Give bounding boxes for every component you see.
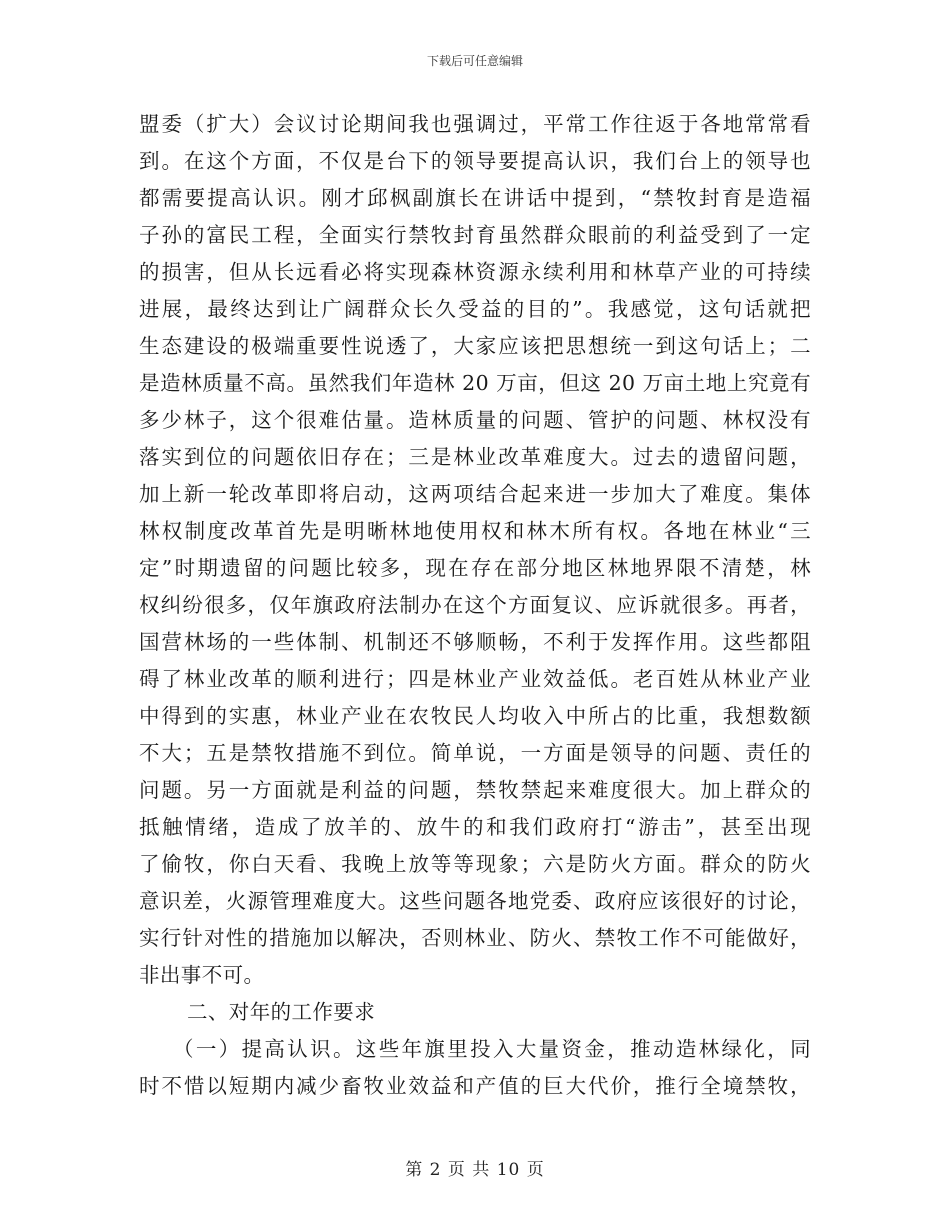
document-body [139, 106, 811, 1105]
paragraph-line: 盟委（扩大）会议讨论期间我也强调过，平常工作往返于各地常常看 [139, 112, 811, 136]
paragraph-line: 生态建设的极端重要性说透了，大家应该把思想统一到这句话上；二 [139, 334, 811, 358]
paragraph-line: 都需要提高认识。刚才邱枫副旗长在讲话中提到，“禁牧封育是造福 [139, 186, 811, 210]
paragraph-line: 国营林场的一些体制、机制还不够顺畅，不利于发挥作用。这些都阻 [139, 630, 811, 654]
paragraph-line: 定”时期遗留的问题比较多，现在存在部分地区林地界限不清楚，林 [139, 556, 811, 580]
paragraph-line: 实行针对性的措施加以解决，否则林业、防火、禁牧工作不可能做好， [139, 926, 811, 950]
paragraph-line: 抵触情绪，造成了放羊的、放牛的和我们政府打“游击”，甚至出现 [139, 815, 811, 839]
page-number-footer: 第 2 页 共 10 页 [405, 1160, 545, 1180]
paragraph-line: 碍了林业改革的顺利进行；四是林业产业效益低。老百姓从林业产业 [139, 667, 811, 691]
section-heading: 二、对年的工作要求 [187, 1000, 376, 1024]
paragraph-line: 了偷牧，你白天看、我晚上放等等现象；六是防火方面。群众的防火 [139, 852, 811, 876]
paragraph-line: 加上新一轮改革即将启动，这两项结合起来进一步加大了难度。集体 [139, 482, 811, 506]
paragraph-line: 是造林质量不高。虽然我们年造林 20 万亩，但这 20 万亩土地上究竟有 [139, 371, 811, 395]
paragraph-line-last: 非出事不可。 [139, 963, 265, 987]
paragraph-line: 意识差，火源管理难度大。这些问题各地党委、政府应该很好的讨论， [139, 889, 811, 913]
page-header: 下载后可任意编辑 [426, 54, 523, 68]
paragraph-line: 林权制度改革首先是明晰林地使用权和林木所有权。各地在林业“三 [139, 519, 811, 543]
paragraph-line: 问题。另一方面就是利益的问题，禁牧禁起来难度很大。加上群众的 [139, 778, 811, 802]
paragraph-line: 子孙的富民工程，全面实行禁牧封育虽然群众眼前的利益受到了一定 [139, 223, 811, 247]
paragraph-line: 进展，最终达到让广阔群众长久受益的目的”。我感觉，这句话就把 [139, 297, 811, 321]
paragraph-line: 的损害，但从长远看必将实现森林资源永续利用和林草产业的可持续 [139, 260, 811, 284]
paragraph-line: 不大；五是禁牧措施不到位。简单说，一方面是领导的问题、责任的 [139, 741, 811, 765]
paragraph-line: 到。在这个方面，不仅是台下的领导要提高认识，我们台上的领导也 [139, 149, 811, 173]
subsection-line: （一）提高认识。这些年旗里投入大量资金，推动造林绿化，同 [173, 1037, 811, 1061]
paragraph-line: 权纠纷很多，仅年旗政府法制办在这个方面复议、应诉就很多。再者， [139, 593, 811, 617]
paragraph-line: 中得到的实惠，林业产业在农牧民人均收入中所占的比重，我想数额 [139, 704, 811, 728]
subsection-line: 时不惜以短期内减少畜牧业效益和产值的巨大代价，推行全境禁牧， [139, 1074, 811, 1098]
paragraph-line: 多少林子，这个很难估量。造林质量的问题、管护的问题、林权没有 [139, 408, 811, 432]
paragraph-line: 落实到位的问题依旧存在；三是林业改革难度大。过去的遗留问题， [139, 445, 811, 469]
